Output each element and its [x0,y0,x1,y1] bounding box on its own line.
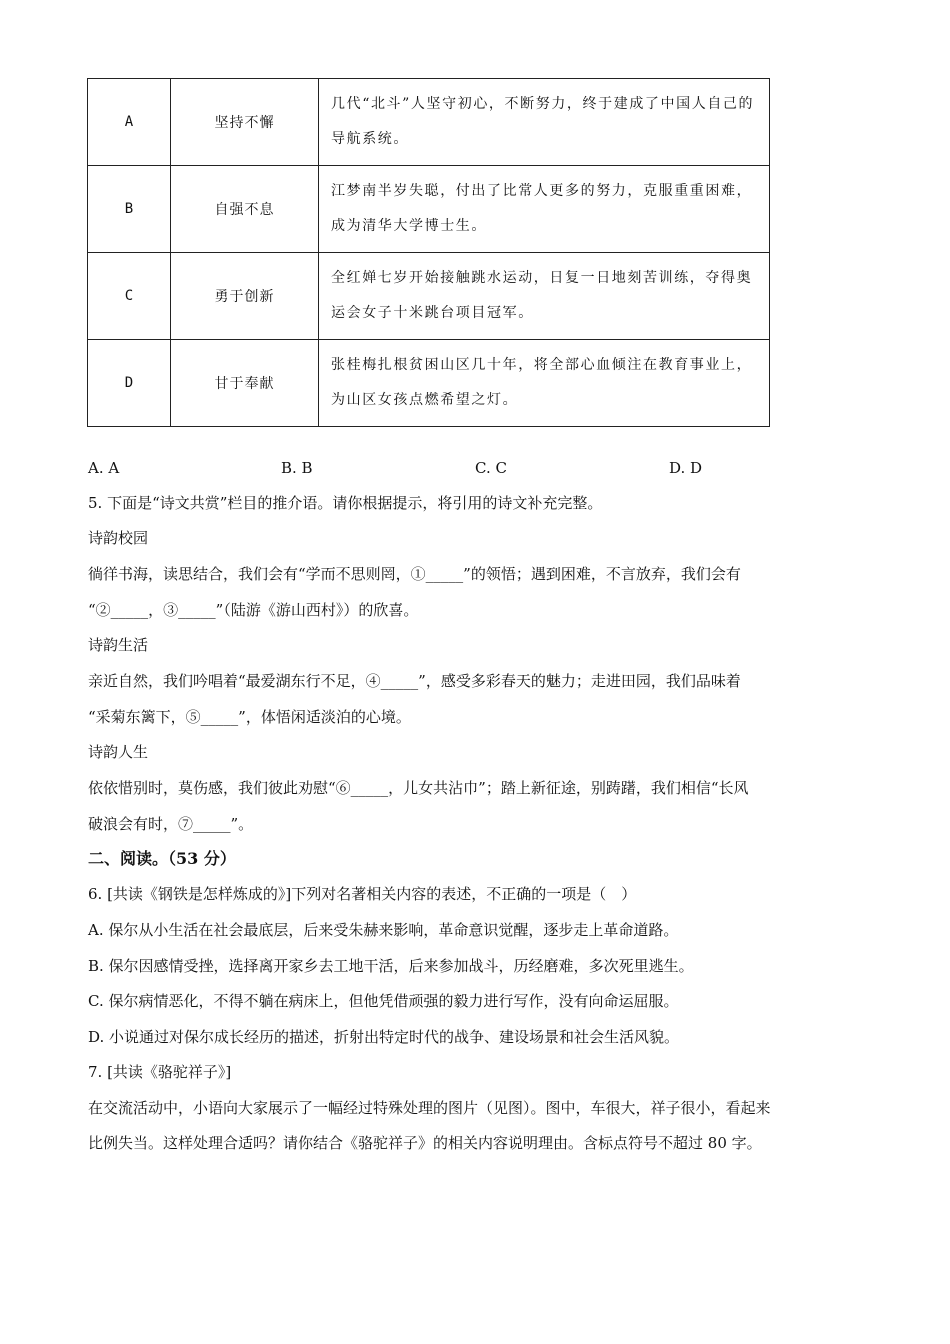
table-row [88,340,770,427]
row-trait: 自强不息 [171,166,319,253]
q5-paragraph: “采菊东篱下，⑤_____”，体悟闲适淡泊的心境。 [88,708,411,726]
q7-paragraph: 在交流活动中，小语向大家展示了一幅经过特殊处理的图片（见图）。图中，车很大，祥子很小，看起来 [88,1099,771,1117]
q5-paragraph: 徜徉书海，读思结合，我们会有“学而不思则罔，①_____”的领悟；遇到困难，不言放弃，我们会有 [88,565,741,583]
row-description: 江梦南半岁失聪，付出了比常人更多的努力，克服重重困难，成为清华大学博士生。 [319,166,770,253]
q4-choice-a[interactable]: A. A [88,459,120,477]
q6-option-a[interactable]: A. 保尔从小生活在社会最底层，后来受朱赫来影响，革命意识觉醒，逐步走上革命道路。 [88,921,679,939]
q7-paragraph: 比例失当。这样处理合适吗？请你结合《骆驼祥子》的相关内容说明理由。含标点符号不超过 80 字。 [88,1134,762,1152]
row-description: 几代“北斗”人坚守初心，不断努力，终于建成了中国人自己的导航系统。 [319,79,770,166]
q4-choice-d[interactable]: D. D [669,459,703,477]
q5-stem: 5. 下面是“诗文共赏”栏目的推介语。请你根据提示，将引用的诗文补充完整。 [88,494,603,512]
q6-option-c[interactable]: C. 保尔病情恶化，不得不躺在病床上，但他凭借顽强的毅力进行写作，没有向命运屈服。 [88,992,679,1010]
row-letter: D [88,340,171,427]
q6-option-b[interactable]: B. 保尔因感情受挫，选择离开家乡去工地干活，后来参加战斗，历经磨难，多次死里逃生。 [88,957,694,975]
q6-stem: 6. [共读《钢铁是怎样炼成的》]下列对名著相关内容的表述，不正确的一项是（ ） [88,885,637,903]
q5-paragraph: 亲近自然，我们吟唱着“最爱湖东行不足，④_____”，感受多彩春天的魅力；走进田园，我们品味着 [88,672,741,690]
q5-paragraph: 破浪会有时，⑦_____”。 [88,815,254,833]
options-table [87,78,770,427]
row-letter: A [88,79,171,166]
row-letter: C [88,253,171,340]
q4-choice-b[interactable]: B. B [281,459,313,477]
row-trait: 坚持不懈 [171,79,319,166]
table-row [88,79,770,166]
table-row [88,166,770,253]
q6-option-d[interactable]: D. 小说通过对保尔成长经历的描述，折射出特定时代的战争、建设场景和社会生活风貌。 [88,1028,680,1046]
row-trait: 勇于创新 [171,253,319,340]
q4-choice-c[interactable]: C. C [475,459,507,477]
q5-subheading: 诗韵校园 [88,529,149,547]
q7-stem: 7. [共读《骆驼祥子》] [88,1063,232,1081]
q5-paragraph: 依依惜别时，莫伤感，我们彼此劝慰“⑥_____，儿女共沾巾”；踏上新征途，别踌躇，我们相信“长风 [88,779,749,797]
q5-subheading: 诗韵生活 [88,636,149,654]
row-letter: B [88,166,171,253]
q5-subheading: 诗韵人生 [88,743,149,761]
q5-paragraph: “②_____，③_____”（陆游《游山西村》）的欣喜。 [88,601,419,619]
section-heading: 二、阅读。（53 分） [88,849,236,868]
row-description: 全红婵七岁开始接触跳水运动，日复一日地刻苦训练，夺得奥运会女子十米跳台项目冠军。 [319,253,770,340]
row-trait: 甘于奉献 [171,340,319,427]
row-description: 张桂梅扎根贫困山区几十年，将全部心血倾注在教育事业上，为山区女孩点燃希望之灯。 [319,340,770,427]
table-row [88,253,770,340]
